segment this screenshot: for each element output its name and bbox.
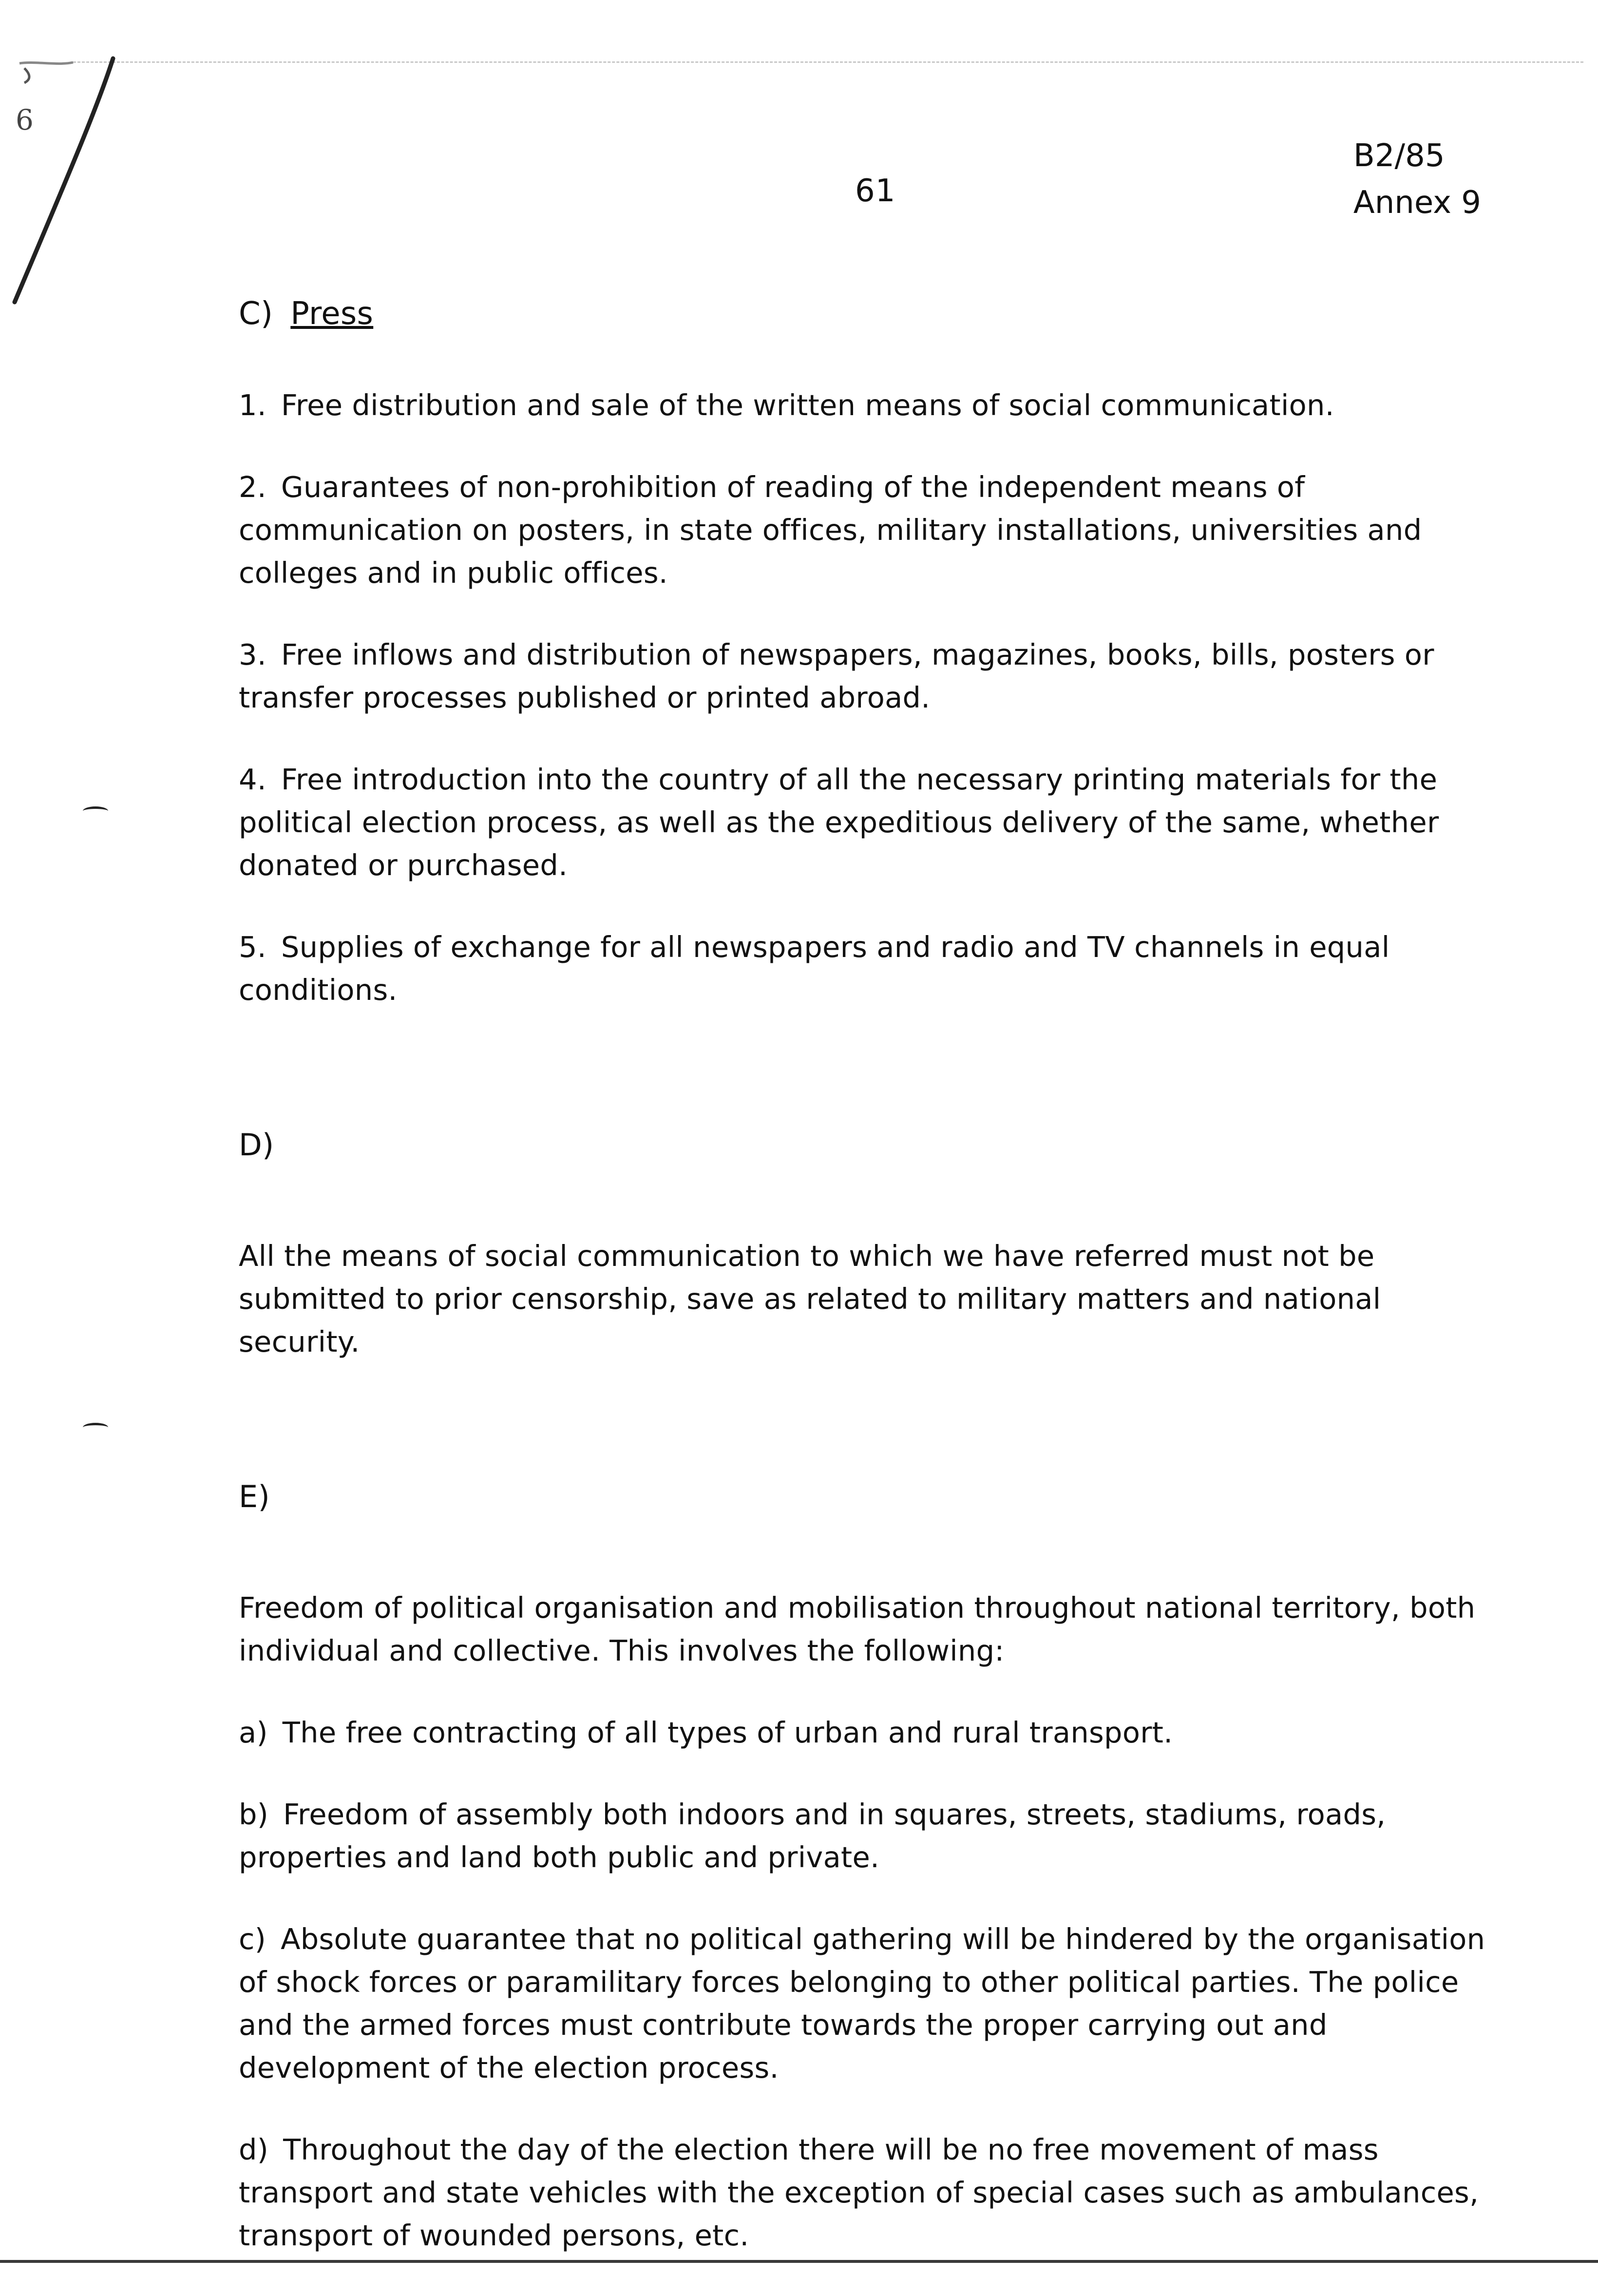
item-text: Supplies of exchange for all newspapers and radio and TV channels in equal conditions.	[239, 930, 1390, 1007]
doc-annex: Annex 9	[1353, 185, 1481, 221]
item-number: 1.	[239, 388, 266, 422]
section-c-item	[239, 633, 1510, 719]
section-e-item	[239, 2128, 1510, 2257]
section-c-heading	[239, 292, 1510, 335]
item-number: 3.	[239, 638, 266, 671]
section-c-item	[239, 926, 1510, 1012]
item-letter: a)	[239, 1716, 268, 1749]
margin-punch-mark	[83, 1423, 108, 1432]
document-reference	[1353, 133, 1481, 226]
item-number: 5.	[239, 930, 266, 964]
section-d-label: D)	[239, 1127, 274, 1163]
bottom-scan-edge	[0, 2260, 1598, 2263]
section-e-intro: Freedom of political organisation and mobilisation throughout national territory, both individual and collective. This involves the following:	[239, 1591, 1476, 1667]
section-e-item	[239, 1918, 1510, 2089]
section-e-item	[239, 1793, 1510, 1879]
item-text: Throughout the day of the election there will be no free movement of mass transport and state vehicles with the exception of special cases such as ambulances, transport of wounded persons, etc.	[239, 2133, 1479, 2252]
item-text: Freedom of assembly both indoors and in squares, streets, stadiums, roads, properties and land both public and private.	[239, 1798, 1386, 1874]
section-e-label: E)	[239, 1479, 270, 1514]
item-text: Free distribution and sale of the written means of social communication.	[281, 388, 1334, 422]
item-text: The free contracting of all types of urban and rural transport.	[282, 1716, 1173, 1749]
section-c-title: Press	[290, 296, 374, 332]
item-letter: d)	[239, 2133, 269, 2166]
document-body	[239, 292, 1510, 2296]
item-text: Free inflows and distribution of newspapers, magazines, books, bills, posters or transfer processes published or printed abroad.	[239, 638, 1434, 714]
item-number: 4.	[239, 763, 266, 796]
margin-punch-mark	[83, 806, 108, 816]
section-d-text: All the means of social communication to which we have referred must not be submitted to prior censorship, save as related to military matters and national security.	[239, 1239, 1381, 1358]
doc-code: B2/85	[1353, 138, 1445, 174]
section-c-letter: C)	[239, 296, 273, 332]
corner-pen-stroke	[0, 49, 127, 322]
item-text: Absolute guarantee that no political gathering will be hindered by the organisation of shock forces or paramilitary forces belonging to other political parties. The police and the armed forces must contribute towards the proper carrying out and development of the election process.	[239, 1922, 1485, 2085]
section-e-item	[239, 1711, 1510, 1754]
item-number: 2.	[239, 470, 266, 504]
item-text: Free introduction into the country of all the necessary printing materials for the political election process, as well as the expeditious delivery of the same, whether donated or purchased.	[239, 763, 1439, 882]
item-text: Guarantees of non-prohibition of reading of the independent means of communication on posters, in state offices, military installations, universities and colleges and in public offices.	[239, 470, 1422, 590]
section-c-item	[239, 758, 1510, 887]
section-c-item	[239, 384, 1510, 427]
top-scan-rule	[73, 61, 1583, 63]
section-c-item	[239, 466, 1510, 594]
item-letter: b)	[239, 1798, 269, 1831]
page-number: 61	[855, 173, 896, 209]
margin-handwritten-digit: 9	[16, 102, 34, 135]
item-letter: c)	[239, 1922, 266, 1956]
